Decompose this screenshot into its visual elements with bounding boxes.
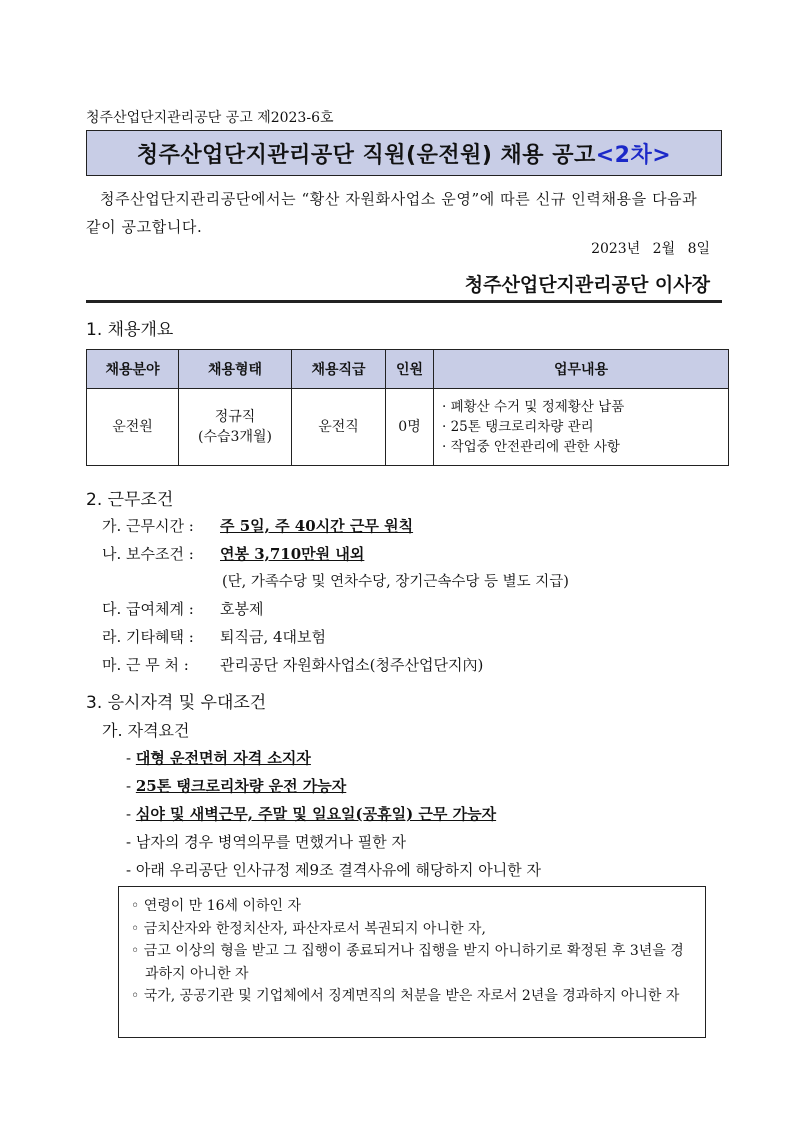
requirement-item: - 25톤 탱크로리차량 운전 가능자 [126,777,347,795]
column-header: 채용직급 [292,350,386,389]
requirement-text: 남자의 경우 병역의무를 면했거나 필한 자 [135,833,407,851]
cell-type-line: (수습3개월) [198,429,272,445]
subheading-requirements: 가. 자격요건 [102,721,190,740]
condition-label: 마. 근 무 처 : [102,656,189,674]
table-row [87,389,729,466]
recruitment-table [86,349,729,466]
cell-field: 운전원 [87,389,179,466]
requirement-text: 심야 및 새벽근무, 주말 및 일요일(공휴일) 근무 가능자 [135,805,497,823]
intro-paragraph: 청주산업단지관리공단에서는 “황산 자원화사업소 운영”에 따른 신규 인력채용을 다음과 같이 공고합니다. [86,190,698,236]
condition-item [102,626,326,647]
condition-value: 관리공단 자원화사업소(청주산업단지內) [220,656,484,674]
divider [86,300,722,303]
requirement-item: - 심야 및 새벽근무, 주말 및 일요일(공휴일) 근무 가능자 [126,805,497,823]
disqualification-item: ◦ 금치산자와 한정치산자, 파산자로서 복권되지 아니한 자, [131,920,486,937]
cell-type-line: 정규직 [214,409,256,425]
section-heading-qualifications: 3. 응시자격 및 우대조건 [86,693,267,713]
cell-duties [434,389,729,466]
title-main: 청주산업단지관리공단 직원(운전원) 채용 공고 [136,142,596,168]
table-header-row [87,350,729,389]
disqualification-item: ◦ 국가, 공공기관 및 기업체에서 징계면직의 처분을 받은 자로서 2년을 경과하지 아니한 자 [131,988,680,1004]
page-title [86,130,722,176]
condition-item [102,515,413,536]
condition-label: 가. 근무시간 : [102,517,194,535]
disqualification-box [118,886,706,1038]
cell-count: 0명 [386,389,434,466]
notice-number: 청주산업단지관리공단 공고 제2023-6호 [86,110,334,126]
column-header: 채용형태 [179,350,292,389]
duty-item: · 폐황산 수거 및 정제황산 납품 [442,399,625,415]
condition-item [102,543,364,564]
requirement-text: 아래 우리공단 인사규정 제9조 결격사유에 해당하지 아니한 자 [135,861,542,879]
condition-value: 호봉제 [220,600,264,618]
condition-label: 나. 보수조건 : [102,545,194,563]
condition-label: 다. 급여체계 : [102,600,194,618]
pay-note: (단, 가족수당 및 연차수당, 장기근속수당 등 별도 지급) [222,574,569,590]
column-header: 채용분야 [87,350,179,389]
condition-label: 라. 기타혜택 : [102,628,194,646]
section-heading-conditions: 2. 근무조건 [86,490,174,510]
disqualification-item: ◦ 금고 이상의 형을 받고 그 집행이 종료되거나 집행을 받지 아니하기로 확정된 후 3년을 경과하지 아니한 자 [131,943,684,982]
requirement-text: 대형 운전면허 자격 소지자 [135,749,311,767]
notice-date: 2023년 2월 8일 [591,241,710,257]
cell-type [179,389,292,466]
column-header: 인원 [386,350,434,389]
condition-item [102,598,263,619]
requirement-item: - 남자의 경우 병역의무를 면했거나 필한 자 [126,833,407,851]
condition-value: 연봉 3,710만원 내외 [220,545,365,563]
duty-item: · 작업중 안전관리에 관한 사항 [442,439,620,455]
requirement-text: 25톤 탱크로리차량 운전 가능자 [135,777,347,795]
title-round: <2차> [595,142,672,168]
cell-grade: 운전직 [292,389,386,466]
duty-item: · 25톤 탱크로리차량 관리 [442,419,594,435]
section-heading-overview: 1. 채용개요 [86,320,174,340]
condition-item [102,654,483,675]
column-header: 업무내용 [434,350,729,389]
condition-value: 퇴직금, 4대보험 [220,628,327,646]
condition-value: 주 5일, 주 40시간 근무 원칙 [220,517,414,535]
issuer: 청주산업단지관리공단 이사장 [464,274,710,296]
requirement-item: - 대형 운전면허 자격 소지자 [126,749,311,767]
requirement-item: - 아래 우리공단 인사규정 제9조 결격사유에 해당하지 아니한 자 [126,861,542,879]
disqualification-item: ◦ 연령이 만 16세 이하인 자 [131,898,302,914]
